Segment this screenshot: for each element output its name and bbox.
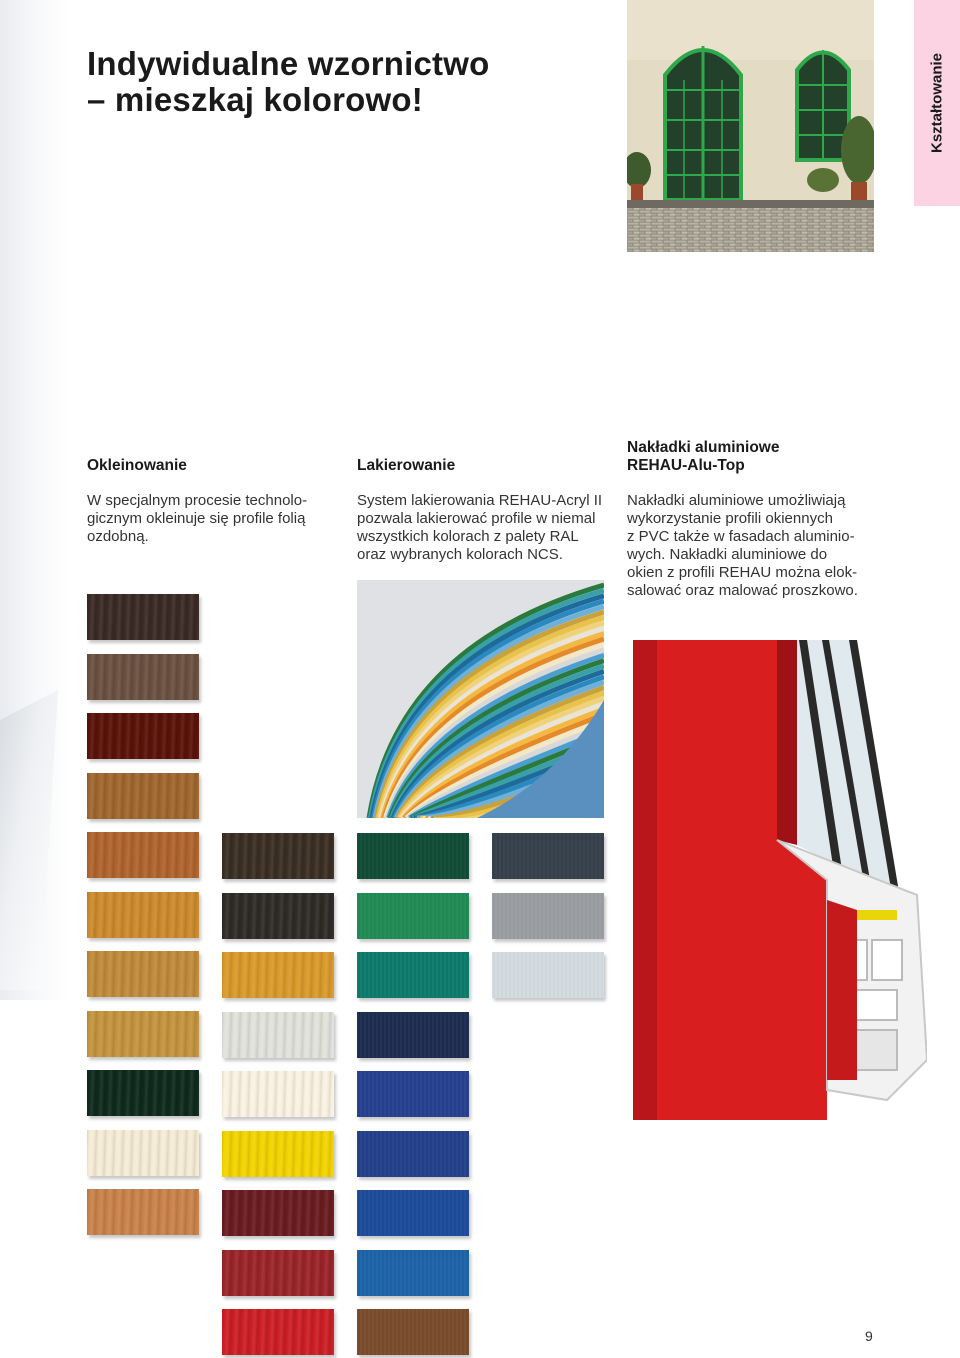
lakierowanie-heading xyxy=(357,457,455,475)
lakierowanie-line: wszystkich kolorach z palety RAL xyxy=(357,528,579,545)
color-swatch xyxy=(222,1131,334,1177)
color-swatch xyxy=(357,1071,469,1117)
color-swatch xyxy=(357,1131,469,1177)
color-swatch xyxy=(222,952,334,998)
okleinowanie-line: ozdobną. xyxy=(87,528,149,545)
facade-photo xyxy=(627,0,874,252)
title-line-2: – mieszkaj kolorowo! xyxy=(87,81,423,118)
okleinowanie-heading-text: Okleinowanie xyxy=(87,457,187,474)
color-swatch xyxy=(87,773,199,819)
lakierowanie-text xyxy=(357,492,602,564)
lacquer-fan-image xyxy=(357,580,604,818)
color-swatch xyxy=(87,832,199,878)
color-swatch xyxy=(87,951,199,997)
window-profile-photo xyxy=(627,640,927,1120)
section-tab-label: Kształtowanie xyxy=(928,52,946,154)
color-swatch xyxy=(222,1190,334,1236)
color-swatch xyxy=(87,1189,199,1235)
lakierowanie-line: pozwala lakierować profile w niemal xyxy=(357,510,596,527)
section-tab xyxy=(914,0,960,206)
color-swatch xyxy=(357,1309,469,1355)
okleinowanie-line: gicznym okleinuje się profile folią xyxy=(87,510,306,527)
color-swatch xyxy=(222,1071,334,1117)
color-swatch xyxy=(357,1012,469,1058)
nakladki-line: z PVC także w fasadach aluminio- xyxy=(627,528,855,545)
nakladki-heading-line-1: Nakładki aluminiowe xyxy=(627,439,780,456)
color-swatch xyxy=(87,1070,199,1116)
page-title xyxy=(87,46,489,118)
color-swatch xyxy=(87,713,199,759)
color-swatch xyxy=(87,1011,199,1057)
lakierowanie-line: oraz wybranych kolorach NCS. xyxy=(357,546,563,563)
page-number: 9 xyxy=(865,1328,873,1344)
color-swatch xyxy=(222,1250,334,1296)
okleinowanie-heading xyxy=(87,457,187,475)
nakladki-text xyxy=(627,492,858,600)
color-swatch xyxy=(222,893,334,939)
color-swatch xyxy=(492,833,604,879)
nakladki-line: Nakładki aluminiowe umożliwiają xyxy=(627,492,846,509)
color-swatch xyxy=(222,1309,334,1355)
okleinowanie-text xyxy=(87,492,307,546)
okleinowanie-line: W specjalnym procesie technolo- xyxy=(87,492,308,509)
lakierowanie-line: System lakierowania REHAU-Acryl II xyxy=(357,492,603,509)
color-swatch xyxy=(357,1190,469,1236)
nakladki-line: wykorzystanie profili okiennych xyxy=(627,510,833,527)
color-swatch xyxy=(357,893,469,939)
color-swatch xyxy=(492,893,604,939)
color-swatch xyxy=(87,594,199,640)
nakladki-line: okien z profili REHAU można elok- xyxy=(627,564,858,581)
nakladki-line: salować oraz malować proszkowo. xyxy=(627,582,858,599)
nakladki-line: wych. Nakładki aluminiowe do xyxy=(627,546,828,563)
color-swatch xyxy=(357,833,469,879)
color-swatch xyxy=(87,892,199,938)
lakierowanie-heading-text: Lakierowanie xyxy=(357,457,456,474)
color-swatch xyxy=(222,833,334,879)
color-swatch xyxy=(357,952,469,998)
color-swatch xyxy=(87,1130,199,1176)
color-swatch xyxy=(357,1250,469,1296)
color-swatch xyxy=(492,952,604,998)
nakladki-heading xyxy=(627,439,779,475)
title-line-1: Indywidualne wzornictwo xyxy=(87,45,490,82)
color-swatch xyxy=(222,1012,334,1058)
nakladki-heading-line-2: REHAU-Alu-Top xyxy=(627,457,745,474)
color-swatch xyxy=(87,654,199,700)
